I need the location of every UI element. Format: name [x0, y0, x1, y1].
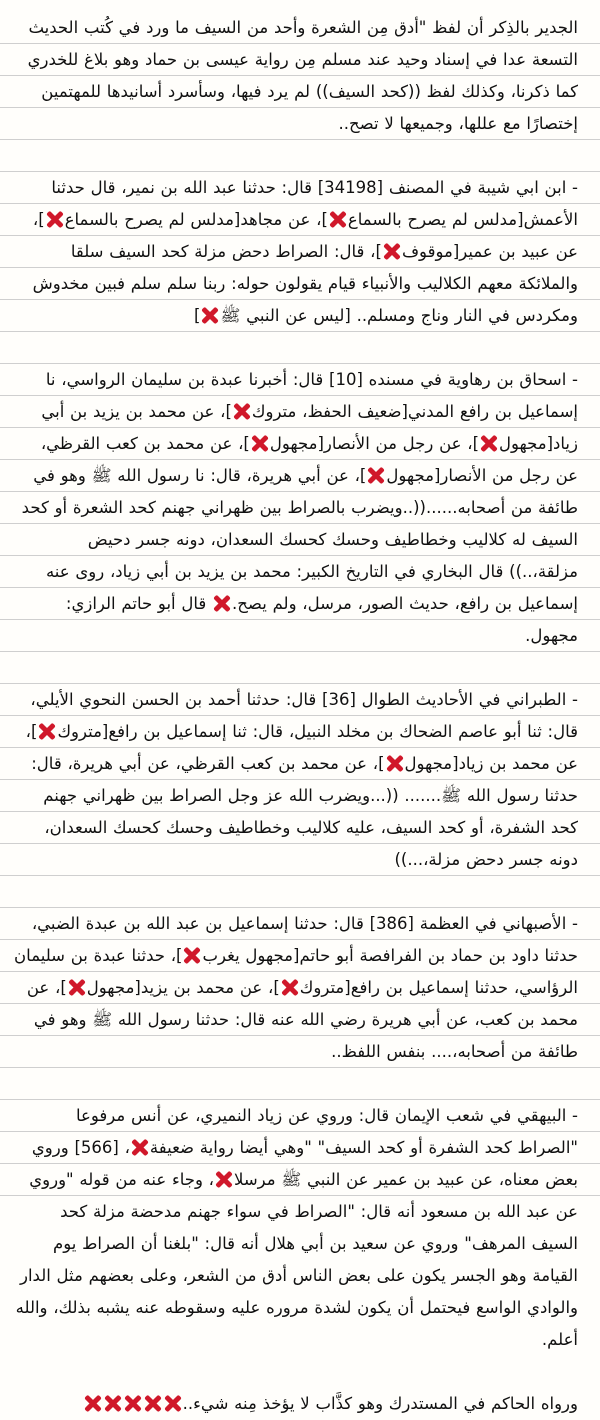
- narration-ibn-abi-shaybah: - ابن ابي شيبة في المصنف [34198] قال: حدثنا عبد الله بن نمير، قال حدثنا الأعمش[مدلس لم يصرح بالسماع]، عن مجاهد[مدلس لم يصرح بالسماع]، عن عبيد بن عمير[موقوف]، قال: الصراط دحض مزلة كحد السيف سلقا والملائكة معهم الكلاليب والأنبياء قيام يقولون حوله: ربنا سلم سلم فبين مخدوش ومكردس في النار وناج ومسلم.. [ليس عن النبي ﷺ]: [32, 178, 578, 325]
- red-x-icon: [329, 210, 347, 228]
- red-x-icon: [38, 722, 56, 740]
- red-x-icon: [164, 1394, 182, 1412]
- narration-bayhaqi: - البيهقي في شعب الإيمان قال: وروي عن زياد النميري، عن أنس مرفوعا "الصراط كحد الشفرة أو كحد السيف" "وهي أيضا رواية ضعيفة، [566] وروي بعض معناه، عن عبيد بن عمير عن النبي ﷺ مرسلا، وجاء عنه من قوله "وروي عن عبد الله بن مسعود أنه قال: "الصراط في سواء جهنم مدحضة مزلة كحد السيف المرهف" وروي عن سعيد بن أبي هلال أنه قال: "بلغنا أن الصراط يوم القيامة وهو الجسر يكون على بعض الناس أدق من الشعر، وعلى بعضهم مثل الدار والوادي الواسع فيحتمل أن يكون لشدة مروره عليه وسقوطه عنه يشبه بذلك، والله أعلم.: [15, 1106, 578, 1349]
- red-x-icon: [383, 242, 401, 260]
- red-x-icon: [131, 1138, 149, 1156]
- red-x-icon: [480, 434, 498, 452]
- red-x-icon: [251, 434, 269, 452]
- intro-paragraph: الجدير بالذِكر أن لفظ "أدق مِن الشعرة وأحد من السيف ما ورد في كُتب الحديث التسعة عدا في إسناد وحيد عند مسلم مِن رواية عيسى بن حماد وهو بلاغ للخدري كما ذكرنا، وكذلك لفظ ((كحد السيف)) لم يرد فيها، وسأسرد أسانيدها للمهتمين إختصارًا مع عللها، وجميعها لا تصح..: [27, 18, 578, 133]
- red-x-icon: [201, 306, 219, 324]
- red-x-icon: [104, 1394, 122, 1412]
- red-x-icon: [68, 978, 86, 996]
- narration-tabarani: - الطبراني في الأحاديث الطوال [36] قال: حدثنا أحمد بن الحسن النحوي الأيلي، قال: ثنا أبو عاصم الضحاك بن مخلد النبيل، قال: ثنا إسماعيل بن رافع[متروك]، عن محمد بن زياد[مجهول]، عن محمد بن كعب القرظي، عن أبي هريرة، قال: حدثنا رسول الله ﷺ....... ((...ويضرب الله عز وجل الصراط بين ظهراني جهنم كحد الشفرة، أو كحد السيف، عليه كلاليب وخطاطيف وحسك كحسك السعدان، دونه جسر دحض مزلة،...)): [25, 690, 578, 869]
- red-x-icon: [281, 978, 299, 996]
- red-x-icon: [213, 594, 231, 612]
- red-x-icon: [84, 1394, 102, 1412]
- red-x-icon: [215, 1170, 233, 1188]
- closing-paragraph-hakim: ورواه الحاكم في المستدرك وهو كذَّاب لا يؤخذ مِنه شيء..: [14, 1388, 578, 1420]
- red-x-icon: [124, 1394, 142, 1412]
- red-x-icon: [386, 754, 404, 772]
- red-x-icon: [367, 466, 385, 484]
- narration-ishaq-ibn-rahawayh: - اسحاق بن رهاوية في مسنده [10] قال: أخبرنا عبدة بن سليمان الرواسي، نا إسماعيل بن رافع المدني[ضعيف الحفظ، متروك]، عن محمد بن يزيد بن أبي زياد[مجهول]، عن رجل من الأنصار[مجهول]، عن محمد بن كعب القرظي، عن رجل من الأنصار[مجهول]، عن أبي هريرة، قال: نا رسول الله ﷺ وهو في طائفة من أصحابه......((..ويضرب بالصراط بين ظهراني جهنم كحد الشعرة أو كحد السيف له كلاليب وخطاطيف وحسك كحسك السعدان، دونه جسر دحيض مزلقة،..)) قال البخاري في التاريخ الكبير: محمد بن يزيد بن أبي زياد، روى عنه إسماعيل بن رافع، حديث الصور، مرسل، ولم يصح. قال أبو حاتم الرازي: مجهول.: [21, 370, 578, 645]
- red-x-icon: [183, 946, 201, 964]
- red-x-icon: [144, 1394, 162, 1412]
- red-x-icon: [46, 210, 64, 228]
- narration-asbahani: - الأصبهاني في العظمة [386] قال: حدثنا إسماعيل بن عبد الله بن عبدة الضبي، حدثنا داود بن حماد بن الفرافصة أبو حاتم[مجهول يغرب]، حدثنا عبدة بن سليمان الرؤاسي، حدثنا إسماعيل بن رافع[متروك]، عن محمد بن يزيد[مجهول]، عن محمد بن كعب، عن أبي هريرة رضي الله عنه قال: حدثنا رسول الله ﷺ وهو في طائفة من أصحابه،.... بنفس اللفظ..: [14, 914, 578, 1061]
- red-x-icon: [233, 402, 251, 420]
